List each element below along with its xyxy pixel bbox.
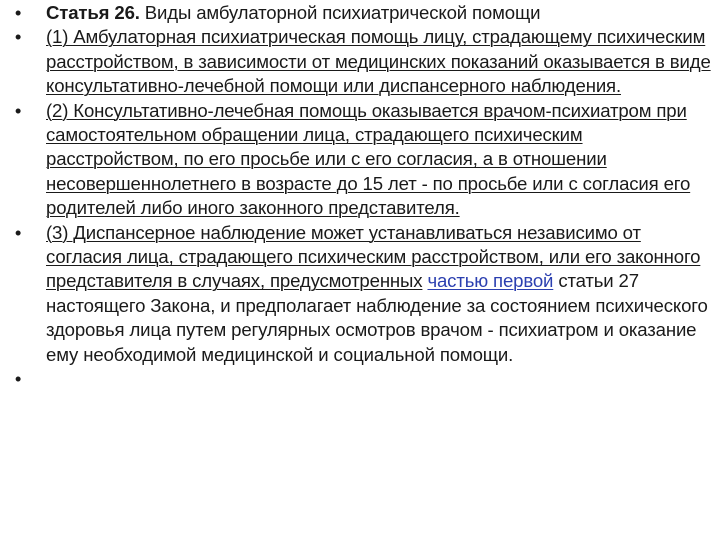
bullet-icon: • xyxy=(14,26,22,48)
bullet-icon: • xyxy=(14,99,22,121)
article-heading: Виды амбулаторной психиатрической помощи xyxy=(139,2,541,23)
article-number: Статья 26. xyxy=(46,2,140,23)
paragraph-3-rest-text: статьи 27 настоящего Закона, и предполагает наблюдение за состоянием психического здоровья лица путем регулярных осмотров врачом - психиатром и оказание ему необходимой медицинской и социальной помощи. xyxy=(46,270,708,365)
list-item-paragraph-1 xyxy=(8,25,712,98)
list-item-paragraph-2 xyxy=(8,99,712,221)
bullet-icon: • xyxy=(14,221,22,243)
paragraph-1-text: (1) Амбулаторная психиатрическая помощь лицу, страдающему психическим расстройством, в зависимости от медицинских показаний оказывается в виде консультативно-лечебной помощи или диспансерного наблюдения. xyxy=(46,26,711,97)
paragraph-2-text: (2) Консультативно-лечебная помощь оказывается врачом-психиатром при самостоятельном обращении лица, страдающего психическим расстройством, по его просьбе или с его согласия, а в отношении несовершеннолетнего в возрасте до 15 лет - по просьбе или с согласия его родителей либо иного законного представителя. xyxy=(46,99,691,219)
paragraph-3-underlined-text: (3) Диспансерное наблюдение может устанавливаться независимо от согласия лица, страдающего психическим расстройством, или его законного представителя в случаях, предусмотренных xyxy=(46,221,701,292)
bullet-icon: • xyxy=(14,368,22,390)
bullet-list xyxy=(8,1,712,391)
bullet-icon: • xyxy=(14,2,22,23)
list-item-empty xyxy=(8,367,712,391)
list-item-paragraph-3 xyxy=(8,221,712,367)
article-part-link[interactable]: частью первой xyxy=(427,270,554,292)
list-item-article-title xyxy=(8,1,712,25)
